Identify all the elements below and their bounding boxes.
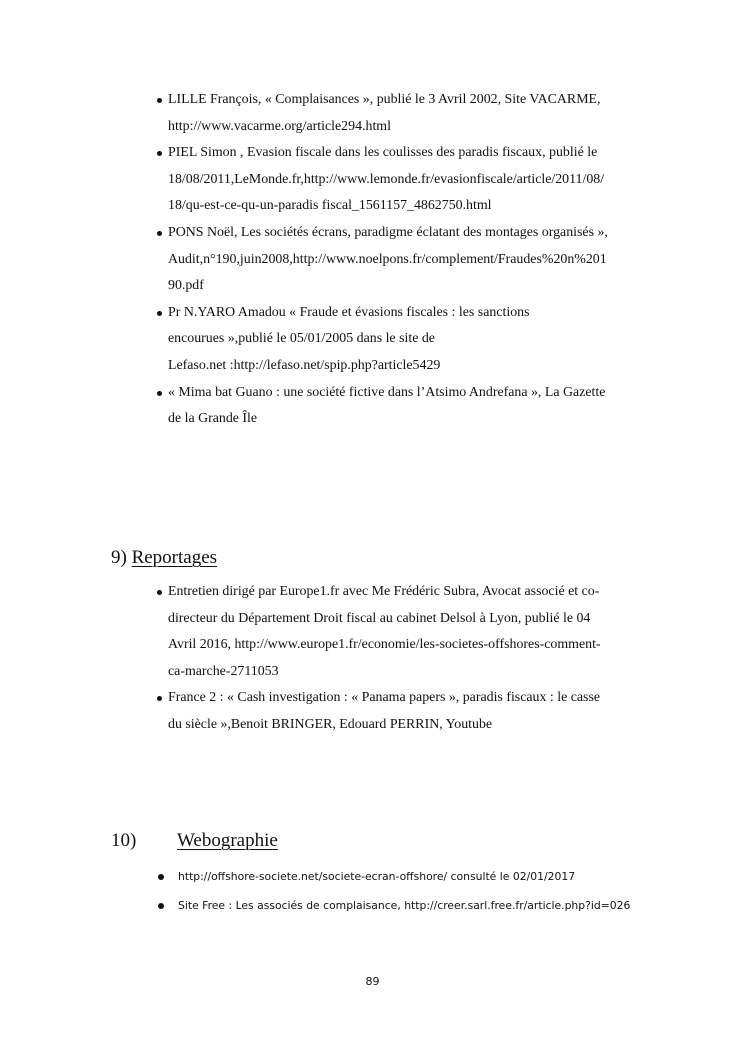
- reference-line: PONS Noël, Les sociétés écrans, paradigme éclatant des montages organisés »,: [168, 224, 608, 240]
- list-item: [0, 220, 745, 300]
- web-link[interactable]: http://offshore-societe.net/societe-ecran-offshore/ consulté le 02/01/2017: [178, 870, 576, 883]
- reference-line: 18/qu-est-ce-qu-un-paradis fiscal_1561157_4862750.html: [168, 198, 492, 214]
- section-heading-webographie: [111, 829, 136, 853]
- bullet-icon: [157, 696, 162, 701]
- reference-line: LILLE François, « Complaisances », publié le 3 Avril 2002, Site VACARME,: [168, 92, 601, 107]
- bullet-icon: [158, 874, 164, 880]
- list-item: [0, 579, 745, 685]
- list-item: [0, 300, 745, 380]
- bullet-icon: [157, 590, 162, 595]
- bullet-icon: [157, 98, 162, 103]
- bullet-icon: [157, 151, 162, 156]
- list-item: [0, 685, 745, 738]
- list-item: [0, 899, 745, 913]
- reference-line: Lefaso.net :http://lefaso.net/spip.php?article5429: [168, 357, 441, 373]
- bullet-icon: [158, 903, 164, 909]
- list-item: [0, 140, 745, 220]
- reference-line: Entretien dirigé par Europe1.fr avec Me Frédéric Subra, Avocat associé et co-: [168, 584, 600, 599]
- reference-line: Audit,n°190,juin2008,http://www.noelpons.fr/complement/Fraudes%20n%201: [168, 251, 607, 267]
- reference-line: de la Grande Île: [168, 411, 258, 427]
- section-title: Reportages: [131, 547, 218, 568]
- section-title: Webographie: [177, 830, 278, 851]
- section-number: 9): [111, 547, 127, 568]
- section-title-webographie: [177, 829, 278, 853]
- reference-line: ca-marche-2711053: [168, 663, 279, 679]
- webographie-list: [0, 870, 745, 913]
- reference-line: « Mima bat Guano : une société fictive dans l’Atsimo Andrefana », La Gazette: [168, 384, 606, 400]
- section-heading-reportages: [111, 546, 217, 570]
- reference-link: http://www.vacarme.org/article294.html: [168, 118, 391, 134]
- reference-line: PIEL Simon , Evasion fiscale dans les coulisses des paradis fiscaux, publié le: [168, 145, 598, 161]
- list-item: [0, 380, 745, 433]
- reference-line: du siècle »,Benoit BRINGER, Edouard PERRIN, Youtube: [168, 716, 493, 732]
- reference-line: France 2 : « Cash investigation : « Panama papers », paradis fiscaux : le casse: [168, 690, 601, 706]
- bullet-icon: [157, 231, 162, 236]
- reference-line: Pr N.YARO Amadou « Fraude et évasions fiscales : les sanctions: [168, 304, 530, 320]
- reportages-list: [0, 579, 745, 739]
- reference-line: 90.pdf: [168, 278, 204, 294]
- web-link[interactable]: Site Free : Les associés de complaisance, http://creer.sarl.free.fr/article.php?id=026: [178, 899, 631, 912]
- reference-line: directeur du Département Droit fiscal au cabinet Delsol à Lyon, publié le 04: [168, 610, 591, 626]
- list-item: [0, 87, 745, 140]
- bullet-icon: [157, 311, 162, 316]
- list-item: [0, 870, 745, 884]
- reference-line: 18/08/2011,LeMonde.fr,http://www.lemonde.fr/evasionfiscale/article/2011/08/: [168, 171, 605, 187]
- references-list: [0, 87, 745, 433]
- bullet-icon: [157, 391, 162, 396]
- page-number: 89: [365, 975, 380, 988]
- reference-line: encourues »,publié le 05/01/2005 dans le site de: [168, 331, 435, 347]
- reference-line: Avril 2016, http://www.europe1.fr/economie/les-societes-offshores-comment-: [168, 637, 601, 653]
- section-number: 10): [111, 830, 137, 851]
